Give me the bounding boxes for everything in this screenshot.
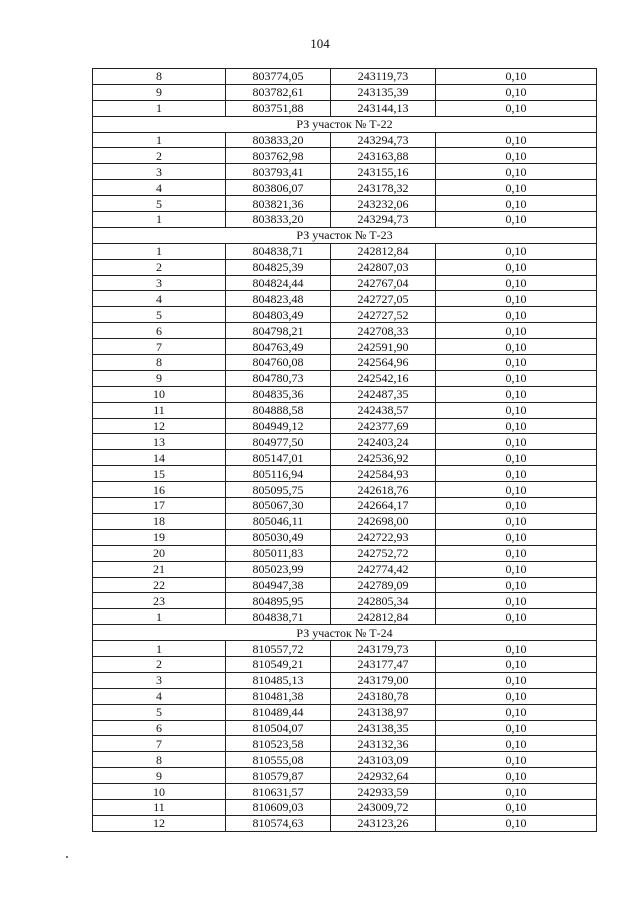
x-coordinate-cell: 804895,95 — [226, 593, 331, 609]
point-number-cell: 16 — [93, 482, 226, 498]
x-coordinate-cell: 804977,50 — [226, 434, 331, 450]
point-number-cell: 7 — [93, 736, 226, 752]
section-header-row — [93, 625, 597, 641]
point-number-cell: 5 — [93, 196, 226, 212]
y-coordinate-cell: 242767,04 — [331, 275, 436, 291]
section-title: РЗ участок № Т-23 — [93, 227, 597, 243]
y-coordinate-cell: 243132,36 — [331, 736, 436, 752]
point-number-cell: 21 — [93, 561, 226, 577]
accuracy-cell: 0,10 — [436, 259, 597, 275]
point-number-cell: 2 — [93, 148, 226, 164]
x-coordinate-cell: 803774,05 — [226, 69, 331, 85]
table-row — [93, 720, 597, 736]
accuracy-cell: 0,10 — [436, 323, 597, 339]
x-coordinate-cell: 810504,07 — [226, 720, 331, 736]
accuracy-cell: 0,10 — [436, 100, 597, 116]
table-row — [93, 577, 597, 593]
x-coordinate-cell: 810557,72 — [226, 641, 331, 657]
accuracy-cell: 0,10 — [436, 69, 597, 85]
accuracy-cell: 0,10 — [436, 577, 597, 593]
accuracy-cell: 0,10 — [436, 641, 597, 657]
table-row — [93, 69, 597, 85]
accuracy-cell: 0,10 — [436, 84, 597, 100]
point-number-cell: 11 — [93, 402, 226, 418]
point-number-cell: 9 — [93, 370, 226, 386]
point-number-cell: 17 — [93, 498, 226, 514]
x-coordinate-cell: 810631,57 — [226, 784, 331, 800]
table-row — [93, 799, 597, 815]
y-coordinate-cell: 243232,06 — [331, 196, 436, 212]
accuracy-cell: 0,10 — [436, 593, 597, 609]
x-coordinate-cell: 803821,36 — [226, 196, 331, 212]
x-coordinate-cell: 810489,44 — [226, 704, 331, 720]
accuracy-cell: 0,10 — [436, 243, 597, 259]
accuracy-cell: 0,10 — [436, 418, 597, 434]
table-row — [93, 164, 597, 180]
accuracy-cell: 0,10 — [436, 180, 597, 196]
table-row — [93, 593, 597, 609]
point-number-cell: 20 — [93, 545, 226, 561]
x-coordinate-cell: 804838,71 — [226, 609, 331, 625]
section-title: РЗ участок № Т-22 — [93, 116, 597, 132]
point-number-cell: 1 — [93, 132, 226, 148]
x-coordinate-cell: 804763,49 — [226, 339, 331, 355]
point-number-cell: 1 — [93, 100, 226, 116]
point-number-cell: 2 — [93, 656, 226, 672]
accuracy-cell: 0,10 — [436, 498, 597, 514]
point-number-cell: 15 — [93, 466, 226, 482]
table-row — [93, 498, 597, 514]
x-coordinate-cell: 804798,21 — [226, 323, 331, 339]
y-coordinate-cell: 242487,35 — [331, 386, 436, 402]
y-coordinate-cell: 242812,84 — [331, 243, 436, 259]
point-number-cell: 8 — [93, 355, 226, 371]
point-number-cell: 6 — [93, 720, 226, 736]
point-number-cell: 1 — [93, 212, 226, 228]
x-coordinate-cell: 803762,98 — [226, 148, 331, 164]
accuracy-cell: 0,10 — [436, 482, 597, 498]
point-number-cell: 8 — [93, 69, 226, 85]
x-coordinate-cell: 804825,39 — [226, 259, 331, 275]
point-number-cell: 3 — [93, 672, 226, 688]
table-row — [93, 434, 597, 450]
accuracy-cell: 0,10 — [436, 307, 597, 323]
x-coordinate-cell: 805011,83 — [226, 545, 331, 561]
accuracy-cell: 0,10 — [436, 545, 597, 561]
accuracy-cell: 0,10 — [436, 815, 597, 831]
y-coordinate-cell: 243144,13 — [331, 100, 436, 116]
table-row — [93, 513, 597, 529]
point-number-cell: 1 — [93, 243, 226, 259]
table-row — [93, 672, 597, 688]
y-coordinate-cell: 242698,00 — [331, 513, 436, 529]
accuracy-cell: 0,10 — [436, 291, 597, 307]
accuracy-cell: 0,10 — [436, 672, 597, 688]
table-row — [93, 196, 597, 212]
y-coordinate-cell: 242708,33 — [331, 323, 436, 339]
x-coordinate-cell: 810549,21 — [226, 656, 331, 672]
y-coordinate-cell: 243180,78 — [331, 688, 436, 704]
x-coordinate-cell: 805067,30 — [226, 498, 331, 514]
table-row — [93, 84, 597, 100]
y-coordinate-cell: 242618,76 — [331, 482, 436, 498]
x-coordinate-cell: 805046,11 — [226, 513, 331, 529]
table-row — [93, 656, 597, 672]
table-row — [93, 641, 597, 657]
table-row — [93, 561, 597, 577]
x-coordinate-cell: 804760,08 — [226, 355, 331, 371]
point-number-cell: 5 — [93, 704, 226, 720]
table-row — [93, 545, 597, 561]
accuracy-cell: 0,10 — [436, 132, 597, 148]
x-coordinate-cell: 810481,38 — [226, 688, 331, 704]
point-number-cell: 6 — [93, 323, 226, 339]
point-number-cell: 8 — [93, 752, 226, 768]
accuracy-cell: 0,10 — [436, 148, 597, 164]
y-coordinate-cell: 243178,32 — [331, 180, 436, 196]
point-number-cell: 12 — [93, 418, 226, 434]
y-coordinate-cell: 243135,39 — [331, 84, 436, 100]
table-row — [93, 784, 597, 800]
coordinates-table — [92, 68, 597, 832]
point-number-cell: 4 — [93, 180, 226, 196]
y-coordinate-cell: 242664,17 — [331, 498, 436, 514]
y-coordinate-cell: 242727,52 — [331, 307, 436, 323]
scan-speck — [66, 856, 68, 858]
table-row — [93, 736, 597, 752]
x-coordinate-cell: 804824,44 — [226, 275, 331, 291]
table-row — [93, 259, 597, 275]
accuracy-cell: 0,10 — [436, 513, 597, 529]
table-row — [93, 243, 597, 259]
point-number-cell: 7 — [93, 339, 226, 355]
point-number-cell: 9 — [93, 768, 226, 784]
table-row — [93, 418, 597, 434]
point-number-cell: 5 — [93, 307, 226, 323]
y-coordinate-cell: 242727,05 — [331, 291, 436, 307]
table-row — [93, 450, 597, 466]
y-coordinate-cell: 243177,47 — [331, 656, 436, 672]
point-number-cell: 18 — [93, 513, 226, 529]
table-row — [93, 402, 597, 418]
table-row — [93, 307, 597, 323]
table-row — [93, 323, 597, 339]
y-coordinate-cell: 242789,09 — [331, 577, 436, 593]
point-number-cell: 13 — [93, 434, 226, 450]
accuracy-cell: 0,10 — [436, 752, 597, 768]
x-coordinate-cell: 804838,71 — [226, 243, 331, 259]
x-coordinate-cell: 810574,63 — [226, 815, 331, 831]
point-number-cell: 12 — [93, 815, 226, 831]
accuracy-cell: 0,10 — [436, 355, 597, 371]
x-coordinate-cell: 804780,73 — [226, 370, 331, 386]
point-number-cell: 3 — [93, 275, 226, 291]
y-coordinate-cell: 242774,42 — [331, 561, 436, 577]
point-number-cell: 4 — [93, 688, 226, 704]
table-row — [93, 100, 597, 116]
x-coordinate-cell: 803833,20 — [226, 132, 331, 148]
table-row — [93, 482, 597, 498]
table-row — [93, 466, 597, 482]
x-coordinate-cell: 803806,07 — [226, 180, 331, 196]
y-coordinate-cell: 242932,64 — [331, 768, 436, 784]
point-number-cell: 22 — [93, 577, 226, 593]
y-coordinate-cell: 242812,84 — [331, 609, 436, 625]
section-title: РЗ участок № Т-24 — [93, 625, 597, 641]
y-coordinate-cell: 242752,72 — [331, 545, 436, 561]
accuracy-cell: 0,10 — [436, 784, 597, 800]
x-coordinate-cell: 810579,87 — [226, 768, 331, 784]
accuracy-cell: 0,10 — [436, 434, 597, 450]
table-row — [93, 704, 597, 720]
point-number-cell: 10 — [93, 386, 226, 402]
x-coordinate-cell: 810609,03 — [226, 799, 331, 815]
accuracy-cell: 0,10 — [436, 386, 597, 402]
y-coordinate-cell: 243119,73 — [331, 69, 436, 85]
accuracy-cell: 0,10 — [436, 339, 597, 355]
x-coordinate-cell: 804947,38 — [226, 577, 331, 593]
accuracy-cell: 0,10 — [436, 799, 597, 815]
accuracy-cell: 0,10 — [436, 450, 597, 466]
accuracy-cell: 0,10 — [436, 466, 597, 482]
section-header-row — [93, 116, 597, 132]
point-number-cell: 2 — [93, 259, 226, 275]
y-coordinate-cell: 242542,16 — [331, 370, 436, 386]
table-row — [93, 752, 597, 768]
y-coordinate-cell: 243294,73 — [331, 212, 436, 228]
table-row — [93, 355, 597, 371]
x-coordinate-cell: 804803,49 — [226, 307, 331, 323]
y-coordinate-cell: 242536,92 — [331, 450, 436, 466]
x-coordinate-cell: 810523,58 — [226, 736, 331, 752]
y-coordinate-cell: 242805,34 — [331, 593, 436, 609]
y-coordinate-cell: 242807,03 — [331, 259, 436, 275]
section-header-row — [93, 227, 597, 243]
x-coordinate-cell: 805030,49 — [226, 529, 331, 545]
table-row — [93, 275, 597, 291]
point-number-cell: 9 — [93, 84, 226, 100]
accuracy-cell: 0,10 — [436, 529, 597, 545]
accuracy-cell: 0,10 — [436, 656, 597, 672]
x-coordinate-cell: 803751,88 — [226, 100, 331, 116]
x-coordinate-cell: 804835,36 — [226, 386, 331, 402]
table-row — [93, 291, 597, 307]
table-row — [93, 815, 597, 831]
table-row — [93, 529, 597, 545]
table-row — [93, 212, 597, 228]
x-coordinate-cell: 803793,41 — [226, 164, 331, 180]
y-coordinate-cell: 243155,16 — [331, 164, 436, 180]
point-number-cell: 23 — [93, 593, 226, 609]
x-coordinate-cell: 803833,20 — [226, 212, 331, 228]
table-row — [93, 768, 597, 784]
accuracy-cell: 0,10 — [436, 688, 597, 704]
accuracy-cell: 0,10 — [436, 736, 597, 752]
y-coordinate-cell: 242403,24 — [331, 434, 436, 450]
point-number-cell: 3 — [93, 164, 226, 180]
table-row — [93, 386, 597, 402]
y-coordinate-cell: 242591,90 — [331, 339, 436, 355]
y-coordinate-cell: 243009,72 — [331, 799, 436, 815]
table-row — [93, 180, 597, 196]
y-coordinate-cell: 242438,57 — [331, 402, 436, 418]
x-coordinate-cell: 803782,61 — [226, 84, 331, 100]
x-coordinate-cell: 804823,48 — [226, 291, 331, 307]
point-number-cell: 1 — [93, 609, 226, 625]
coordinates-table-body — [93, 69, 597, 832]
y-coordinate-cell: 243179,00 — [331, 672, 436, 688]
table-row — [93, 688, 597, 704]
x-coordinate-cell: 805023,99 — [226, 561, 331, 577]
x-coordinate-cell: 810485,13 — [226, 672, 331, 688]
accuracy-cell: 0,10 — [436, 720, 597, 736]
accuracy-cell: 0,10 — [436, 768, 597, 784]
table-row — [93, 132, 597, 148]
accuracy-cell: 0,10 — [436, 402, 597, 418]
y-coordinate-cell: 243163,88 — [331, 148, 436, 164]
y-coordinate-cell: 242584,93 — [331, 466, 436, 482]
accuracy-cell: 0,10 — [436, 164, 597, 180]
y-coordinate-cell: 243138,97 — [331, 704, 436, 720]
y-coordinate-cell: 242377,69 — [331, 418, 436, 434]
point-number-cell: 14 — [93, 450, 226, 466]
y-coordinate-cell: 242722,93 — [331, 529, 436, 545]
y-coordinate-cell: 242933,59 — [331, 784, 436, 800]
x-coordinate-cell: 805095,75 — [226, 482, 331, 498]
accuracy-cell: 0,10 — [436, 561, 597, 577]
table-row — [93, 148, 597, 164]
accuracy-cell: 0,10 — [436, 275, 597, 291]
accuracy-cell: 0,10 — [436, 609, 597, 625]
point-number-cell: 10 — [93, 784, 226, 800]
y-coordinate-cell: 243179,73 — [331, 641, 436, 657]
y-coordinate-cell: 242564,96 — [331, 355, 436, 371]
page-number: 104 — [310, 36, 330, 51]
point-number-cell: 4 — [93, 291, 226, 307]
table-row — [93, 339, 597, 355]
table-row — [93, 609, 597, 625]
accuracy-cell: 0,10 — [436, 212, 597, 228]
x-coordinate-cell: 810555,08 — [226, 752, 331, 768]
point-number-cell: 1 — [93, 641, 226, 657]
y-coordinate-cell: 243294,73 — [331, 132, 436, 148]
y-coordinate-cell: 243138,35 — [331, 720, 436, 736]
point-number-cell: 19 — [93, 529, 226, 545]
y-coordinate-cell: 243123,26 — [331, 815, 436, 831]
accuracy-cell: 0,10 — [436, 370, 597, 386]
table-row — [93, 370, 597, 386]
accuracy-cell: 0,10 — [436, 704, 597, 720]
x-coordinate-cell: 804888,58 — [226, 402, 331, 418]
x-coordinate-cell: 805116,94 — [226, 466, 331, 482]
point-number-cell: 11 — [93, 799, 226, 815]
accuracy-cell: 0,10 — [436, 196, 597, 212]
x-coordinate-cell: 804949,12 — [226, 418, 331, 434]
y-coordinate-cell: 243103,09 — [331, 752, 436, 768]
x-coordinate-cell: 805147,01 — [226, 450, 331, 466]
